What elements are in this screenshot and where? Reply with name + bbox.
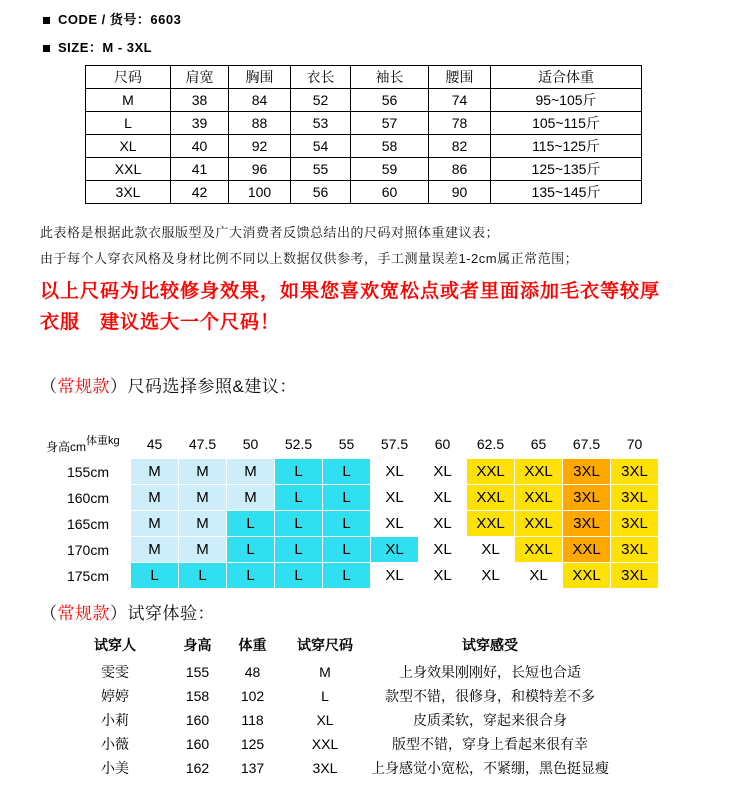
weight-axis-label: 体重kg — [86, 435, 120, 447]
height-axis-label: 身高cm — [46, 440, 86, 454]
size-cell: 84 — [229, 89, 291, 112]
note-line-2: 由于每个人穿衣风格及身材比例不同以上数据仅供参考，手工测量误差1-2cm属正常范围； — [40, 251, 579, 266]
size-cell: 86 — [429, 158, 491, 181]
size-cell: 58 — [351, 135, 429, 158]
size-warning-text — [40, 276, 660, 338]
section-title-size-reference — [40, 372, 297, 397]
size-row — [86, 158, 642, 181]
matrix-size-cell: L — [275, 459, 323, 485]
size-cell: 100 — [229, 181, 291, 204]
weight-header: 50 — [227, 429, 275, 459]
size-cell: 135~145斤 — [491, 181, 642, 204]
fit-col-header: 体重 — [238, 637, 267, 653]
fit-cell: 皮质柔软，穿起来很合身 — [413, 712, 567, 728]
fit-col-header: 身高 — [183, 637, 212, 653]
size-col-header: 袖长 — [351, 66, 429, 89]
height-label: 165cm — [46, 511, 131, 537]
fit-col-header: 试穿人 — [94, 637, 136, 653]
size-notes — [40, 220, 578, 272]
bullet-square-icon — [43, 17, 50, 24]
matrix-size-cell: XL — [419, 511, 467, 537]
matrix-size-cell: L — [323, 485, 371, 511]
fit-cell: 102 — [240, 688, 265, 704]
paren-open: （ — [40, 377, 58, 396]
fit-cell: 小美 — [101, 760, 129, 776]
section2-highlight: 常规款 — [57, 604, 110, 623]
fit-cell: 48 — [244, 664, 261, 680]
matrix-size-cell: XL — [467, 563, 515, 589]
matrix-size-cell: XXL — [515, 537, 563, 563]
matrix-size-cell: XL — [419, 459, 467, 485]
fit-row — [60, 708, 610, 732]
product-size-range-text: SIZE：M - 3XL — [58, 40, 153, 55]
fit-cell: 118 — [241, 712, 264, 728]
fit-col-header: 试穿尺码 — [297, 637, 353, 653]
size-col-header: 适合体重 — [491, 66, 642, 89]
product-code-line — [43, 9, 181, 28]
matrix-size-cell: 3XL — [611, 485, 659, 511]
matrix-size-cell: L — [275, 485, 323, 511]
size-cell: 105~115斤 — [491, 112, 642, 135]
paren-open: （ — [40, 604, 58, 623]
matrix-size-cell: XL — [419, 563, 467, 589]
matrix-row — [46, 537, 659, 563]
fit-cell: 小薇 — [101, 736, 129, 752]
section2-rest: ）试穿体验： — [110, 604, 215, 623]
fit-row — [60, 732, 610, 756]
fit-cell: 125 — [240, 736, 265, 752]
matrix-size-cell: L — [323, 459, 371, 485]
fit-cell: XXL — [311, 736, 339, 752]
section1-rest: ）尺码选择参照&建议： — [110, 377, 297, 396]
size-cell: 53 — [291, 112, 351, 135]
size-col-header: 衣长 — [291, 66, 351, 89]
fit-row — [60, 660, 610, 684]
matrix-size-cell: L — [227, 511, 275, 537]
matrix-corner-label — [46, 429, 131, 459]
size-cell: 78 — [429, 112, 491, 135]
matrix-size-cell: XXL — [467, 511, 515, 537]
weight-header: 65 — [515, 429, 563, 459]
matrix-size-cell: 3XL — [563, 511, 611, 537]
product-size-range-line — [43, 37, 152, 56]
fit-test-table — [60, 630, 610, 780]
matrix-size-cell: M — [227, 459, 275, 485]
size-cell: 92 — [229, 135, 291, 158]
size-cell: L — [86, 112, 171, 135]
fit-row — [60, 684, 610, 708]
size-cell: 40 — [171, 135, 229, 158]
size-cell: 90 — [429, 181, 491, 204]
fit-cell: 162 — [185, 760, 210, 776]
matrix-size-cell: XXL — [467, 485, 515, 511]
matrix-size-cell: M — [179, 511, 227, 537]
matrix-size-cell: L — [131, 563, 179, 589]
matrix-size-cell: XXL — [563, 563, 611, 589]
matrix-size-cell: XXL — [515, 485, 563, 511]
weight-header: 52.5 — [275, 429, 323, 459]
matrix-row — [46, 485, 659, 511]
matrix-size-cell: L — [275, 511, 323, 537]
note-line-1: 此表格是根据此款衣服版型及广大消费者反馈总结出的尺码对照体重建议表； — [40, 225, 500, 240]
weight-header: 55 — [323, 429, 371, 459]
height-label: 170cm — [46, 537, 131, 563]
fit-cell: 158 — [185, 688, 210, 704]
fit-cell: M — [319, 664, 331, 680]
warning-line-1: 以上尺码为比较修身效果，如果您喜欢宽松点或者里面添加毛衣等较厚 — [40, 281, 661, 302]
matrix-size-cell: L — [323, 511, 371, 537]
size-cell: 60 — [351, 181, 429, 204]
fit-header-row — [60, 630, 610, 660]
size-row — [86, 135, 642, 158]
product-code-text: CODE / 货号：6603 — [58, 12, 182, 27]
matrix-size-cell: L — [323, 563, 371, 589]
matrix-size-cell: XL — [515, 563, 563, 589]
fit-cell: 婷婷 — [101, 688, 129, 704]
section-title-fit-test — [40, 599, 215, 624]
fit-cell: 版型不错，穿身上看起来很有幸 — [392, 736, 588, 752]
bullet-square-icon — [43, 45, 50, 52]
size-cell: M — [86, 89, 171, 112]
weight-header: 57.5 — [371, 429, 419, 459]
fit-cell: 上身感觉小宽松，不紧绷，黑色挺显瘦 — [371, 760, 609, 776]
size-cell: 82 — [429, 135, 491, 158]
matrix-size-cell: XL — [371, 459, 419, 485]
matrix-size-cell: L — [227, 563, 275, 589]
size-cell: XL — [86, 135, 171, 158]
matrix-row — [46, 511, 659, 537]
matrix-size-cell: XL — [419, 485, 467, 511]
matrix-row — [46, 563, 659, 589]
weight-header: 70 — [611, 429, 659, 459]
size-cell: 55 — [291, 158, 351, 181]
matrix-size-cell: 3XL — [611, 459, 659, 485]
fit-cell: L — [321, 688, 329, 704]
matrix-size-cell: XL — [371, 563, 419, 589]
matrix-size-cell: 3XL — [611, 537, 659, 563]
matrix-size-cell: 3XL — [611, 563, 659, 589]
size-col-header: 肩宽 — [171, 66, 229, 89]
matrix-size-cell: L — [275, 537, 323, 563]
matrix-size-cell: M — [131, 485, 179, 511]
matrix-size-cell: M — [131, 459, 179, 485]
size-cell: 38 — [171, 89, 229, 112]
size-cell: 52 — [291, 89, 351, 112]
size-cell: 95~105斤 — [491, 89, 642, 112]
height-label: 175cm — [46, 563, 131, 589]
height-label: 155cm — [46, 459, 131, 485]
size-cell: 57 — [351, 112, 429, 135]
height-label: 160cm — [46, 485, 131, 511]
size-row — [86, 181, 642, 204]
size-cell: 59 — [351, 158, 429, 181]
size-chart-table — [85, 65, 642, 204]
fit-cell: 155 — [185, 664, 210, 680]
matrix-size-cell: M — [179, 537, 227, 563]
matrix-size-cell: XL — [371, 511, 419, 537]
weight-header: 62.5 — [467, 429, 515, 459]
fit-cell: 3XL — [312, 760, 338, 776]
weight-header: 45 — [131, 429, 179, 459]
size-col-header: 腰围 — [429, 66, 491, 89]
matrix-size-cell: XL — [371, 485, 419, 511]
matrix-size-cell: XL — [467, 537, 515, 563]
matrix-size-cell: L — [275, 563, 323, 589]
matrix-row — [46, 459, 659, 485]
matrix-size-cell: M — [179, 459, 227, 485]
matrix-size-cell: XXL — [467, 459, 515, 485]
weight-header: 47.5 — [179, 429, 227, 459]
size-header-row — [86, 66, 642, 89]
matrix-size-cell: XL — [419, 537, 467, 563]
matrix-size-cell: L — [323, 537, 371, 563]
size-cell: 56 — [351, 89, 429, 112]
fit-col-header: 试穿感受 — [462, 637, 518, 653]
fit-row — [60, 756, 610, 780]
size-cell: 115~125斤 — [491, 135, 642, 158]
matrix-size-cell: 3XL — [563, 485, 611, 511]
size-cell: 54 — [291, 135, 351, 158]
matrix-size-cell: XXL — [563, 537, 611, 563]
matrix-size-cell: M — [131, 537, 179, 563]
weight-header: 67.5 — [563, 429, 611, 459]
fit-cell: 雯雯 — [101, 664, 129, 680]
size-cell: 88 — [229, 112, 291, 135]
size-cell: 96 — [229, 158, 291, 181]
matrix-size-cell: M — [179, 485, 227, 511]
height-weight-size-matrix — [45, 428, 659, 589]
fit-cell: 160 — [185, 736, 210, 752]
fit-cell: 上身效果刚刚好，长短也合适 — [399, 664, 581, 680]
size-row — [86, 89, 642, 112]
size-col-header: 胸围 — [229, 66, 291, 89]
matrix-size-cell: M — [131, 511, 179, 537]
matrix-size-cell: L — [179, 563, 227, 589]
matrix-size-cell: M — [227, 485, 275, 511]
matrix-size-cell: XL — [371, 537, 419, 563]
size-col-header: 尺码 — [86, 66, 171, 89]
matrix-size-cell: L — [227, 537, 275, 563]
fit-cell: 160 — [185, 712, 210, 728]
matrix-size-cell: XXL — [515, 511, 563, 537]
fit-cell: 款型不错，很修身，和模特差不多 — [385, 688, 595, 704]
size-cell: 41 — [171, 158, 229, 181]
matrix-size-cell: XXL — [515, 459, 563, 485]
fit-cell: XL — [316, 712, 334, 728]
size-cell: 3XL — [86, 181, 171, 204]
size-cell: 74 — [429, 89, 491, 112]
size-row — [86, 112, 642, 135]
matrix-size-cell: 3XL — [563, 459, 611, 485]
weight-header: 60 — [419, 429, 467, 459]
size-cell: 56 — [291, 181, 351, 204]
matrix-header-row — [46, 429, 659, 459]
section1-highlight: 常规款 — [57, 377, 110, 396]
warning-line-2: 衣服 建议选大一个尺码！ — [40, 312, 281, 333]
fit-cell: 小莉 — [101, 712, 129, 728]
fit-cell: 137 — [240, 760, 265, 776]
size-cell: 39 — [171, 112, 229, 135]
size-cell: 125~135斤 — [491, 158, 642, 181]
size-cell: 42 — [171, 181, 229, 204]
matrix-size-cell: 3XL — [611, 511, 659, 537]
size-cell: XXL — [86, 158, 171, 181]
